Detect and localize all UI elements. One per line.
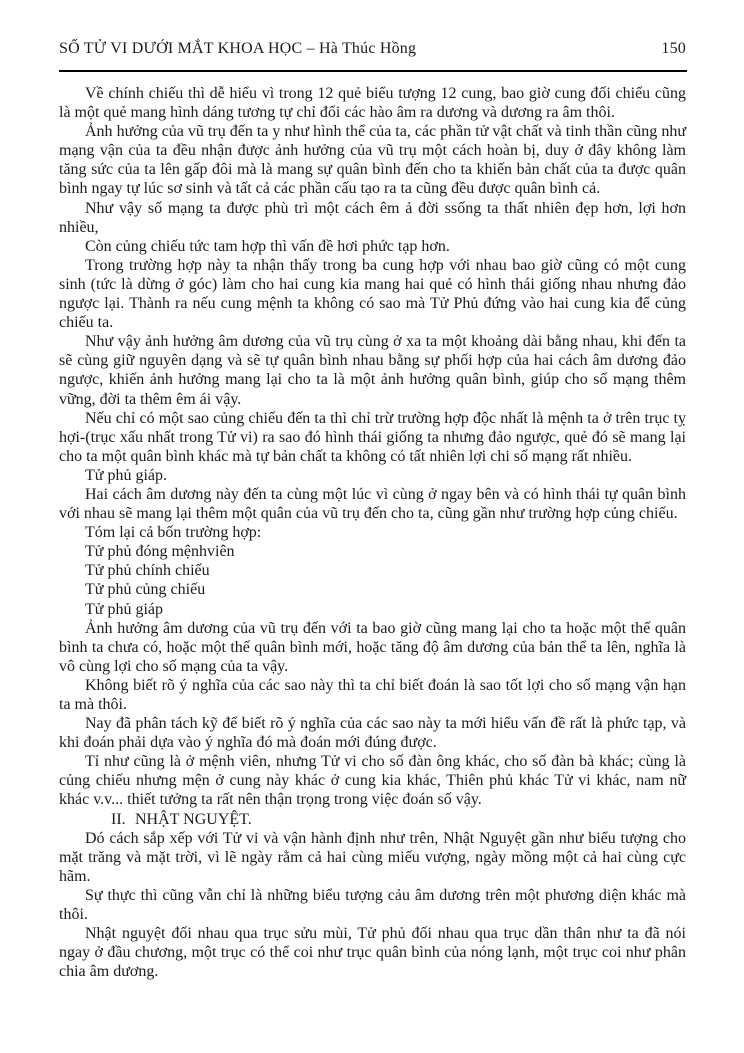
paragraph: Không biết rõ ý nghĩa của các sao này thì ta chỉ biết đoán là sao tốt lợi cho số mạng vận hạn ta mà thôi. (59, 676, 686, 713)
paragraph: Ảnh hưởng âm dương của vũ trụ đến với ta bao giờ cũng mang lại cho ta hoặc một thế quân bình ta chưa có, hoặc một thế quân bình mới, hoặc tăng độ âm dương của bản thể ta lên, nghĩa là vô cùng lợi cho số mạng của ta vậy. (59, 619, 686, 675)
page-header (59, 40, 686, 58)
paragraph: Nếu chỉ có một sao củng chiếu đến ta thì chỉ trừ trường hợp độc nhất là mệnh ta ở trên trục tỵ hợi-(trục xấu nhất trong Tử vi) ra sao đó hình thái giống ta nhưng đảo ngược, quẻ đó sẽ mang lại cho ta một quân bình khác mà tự bản chất ta không có tất nhiên lợi chi số mạng rất nhiều. (59, 409, 686, 465)
paragraph: Tử phủ giáp. (85, 466, 167, 484)
paragraph: Về chính chiếu thì dễ hiểu vì trong 12 quẻ biểu tượng 12 cung, bao giờ cung đối chiếu cũng là một quẻ mang hình dáng tương tự chỉ đổi các hào âm ra dương và dương ra âm thôi. (59, 85, 686, 122)
paragraph: Như vậy số mạng ta được phù trì một cách êm ả đời ssống ta thất nhiên đẹp hơn, lợi hơn nhiều, (59, 199, 686, 236)
paragraph: Ảnh hưởng của vũ trụ đến ta y như hình thể của ta, các phần tử vật chất và tinh thần cũng như mạng vận của ta đều nhận được ảnh hưởng của vũ trụ một cách hoàn bị, duy ở đây không làm tăng sức của ta lên gấp đôi mà là mang sự quân bình đến cho ta khiến bản chất của ta được quân bình ngay tự lúc sơ sinh và tất cả các phần cấu tạo ra ta cũng đều được quân bình cả. (59, 123, 686, 198)
list-item: Tử phủ đóng mệnhviên (85, 543, 235, 561)
book-title: SỐ TỬ VI DƯỚI MẮT KHOA HỌC – Hà Thúc Hồng (59, 40, 417, 57)
section-title: NHẬT NGUYỆT. (135, 810, 252, 828)
paragraph: Còn củng chiếu tức tam hợp thì vấn đề hơi phức tạp hơn. (85, 237, 450, 255)
paragraph: Sự thực thì cũng vẫn chỉ là những biểu tượng cảu âm dương trên một phương diện khác mà thôi. (59, 886, 686, 924)
paragraph: Như vậy ảnh hưởng âm dương của vũ trụ cùng ở xa ta một khoảng dài bằng nhau, khi đến ta sẽ cùng giữ nguyên dạng và sẽ tự quân bình nhau bằng sự phối hợp của hai cách âm dương đảo ngược, khiến ảnh hưởng mang lại cho ta là một ảnh hưởng quân bình, giúp cho số mạng thêm vững, đời ta thêm êm ái vậy. (59, 333, 686, 408)
paragraph: Tóm lại cả bốn trường hợp: (85, 524, 262, 542)
paragraph: Hai cách âm dương này đến ta cùng một lúc vì cùng ở ngay bên và có hình thái tự quân bình với nhau sẽ mang lại thêm một quân của vũ trụ đến cho ta, cũng gần như trường hợp củng chiếu. (59, 485, 686, 523)
paragraph: Tỉ như cũng là ở mệnh viên, nhưng Tử vi cho số đàn ông khác, cho số đàn bà khác; cùng là củng chiếu nhưng mện ở cung này khác ở cung kia khác, Thiên phủ khác Tử vi khác, nam nữ khác v.v... thiết tưởng ta rất nên thận trọng trong việc đoán số vậy. (59, 753, 686, 809)
section-number: II. (111, 810, 126, 828)
header-divider (59, 70, 687, 72)
paragraph: Nhật nguyệt đối nhau qua trục sửu mùi, Tử phủ đối nhau qua trục dần thân như ta đã nói ngay ở đầu chương, một trục có thể coi như trục quân bình của nóng lạnh, một trục coi như phân chia âm dương. (59, 925, 686, 981)
paragraph: Trong trường hợp này ta nhận thấy trong ba cung hợp với nhau bao giờ cũng có một cung sinh (tức là dừng ở góc) làm cho hai cung kia mang hai quẻ có hình thái giống nhau nhưng đảo ngược lại. Thành ra nếu cung mệnh ta không có sao mà Tử Phủ đứng vào hai cung kia để củng chiếu ta. (59, 256, 686, 332)
list-item: Tử phủ chính chiếu (85, 562, 210, 580)
list-item: Tử phủ giáp (85, 600, 163, 618)
page-number: 150 (661, 40, 686, 57)
paragraph: Nay đã phân tách kỹ để biết rõ ý nghĩa của các sao này ta mới hiểu vấn đề rất là phức tạp, và khi đoán phải dựa vào ý nghĩa đó mà đoán mới đúng được. (59, 715, 686, 752)
list-item: Tử phủ củng chiếu (85, 581, 206, 599)
section-heading (59, 810, 686, 829)
paragraph: Dó cách sắp xếp với Tử vi và vận hành định như trên, Nhật Nguyệt gần như biểu tượng cho mặt trăng và mặt trời, vì lẽ ngày rằm cả hai cùng miếu vượng, ngày mồng một cả hai cùng cực hãm. (59, 829, 686, 885)
page-body (59, 84, 686, 981)
